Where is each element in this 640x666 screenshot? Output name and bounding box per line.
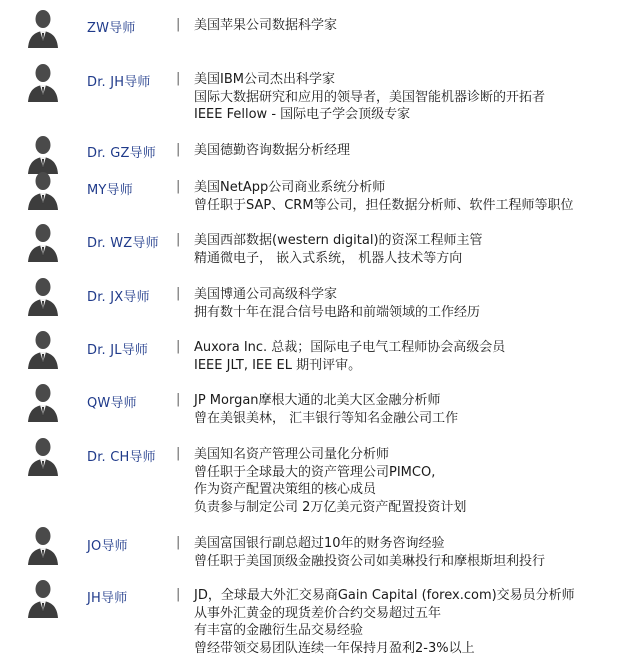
description-line: 作为资产配置决策组的核心成员 <box>194 482 377 497</box>
mentor-description <box>194 142 350 160</box>
person-avatar-icon <box>26 134 60 174</box>
mentor-description <box>194 587 575 657</box>
description-line: 曾在美银美林， 汇丰银行等知名金融公司工作 <box>194 410 459 426</box>
mentor-description <box>194 71 545 124</box>
separator: | <box>176 392 181 407</box>
description-line: 美国IBM公司杰出科学家 <box>194 72 335 87</box>
mentor-description <box>194 392 458 427</box>
description-line: 美国苹果公司数据科学家 <box>194 18 338 33</box>
mentor-name: Dr. GZ导师 <box>87 146 157 161</box>
mentor-description <box>194 286 480 321</box>
mentor-description <box>194 232 483 267</box>
description-line: 有丰富的金融衍生品交易经验 <box>194 623 364 638</box>
mentor-name: JH导师 <box>87 591 128 606</box>
separator: | <box>176 286 181 301</box>
mentor-description <box>194 535 545 570</box>
separator: | <box>176 587 181 602</box>
separator: | <box>176 142 181 157</box>
person-avatar-icon <box>26 8 60 48</box>
description-line: 美国知名资产管理公司量化分析师 <box>194 447 390 462</box>
description-line: 拥有数十年在混合信号电路和前端领域的工作经历 <box>194 304 481 320</box>
description-line: 美国富国银行副总超过10年的财务咨询经验 <box>194 536 445 551</box>
person-avatar-icon <box>26 525 60 565</box>
description-line: 从事外汇黄金的现货差价合约交易超过五年 <box>194 605 442 621</box>
description-line: 负责参与制定公司 2万亿美元资产配置投资计划 <box>194 499 467 515</box>
mentor-name: QW导师 <box>87 396 137 411</box>
mentor-description <box>194 17 337 35</box>
description-line: 曾任职于全球最大的资产管理公司PIMCO, <box>194 464 436 480</box>
mentor-name: Dr. JH导师 <box>87 75 151 90</box>
mentor-description <box>194 446 466 516</box>
mentor-name: Dr. JX导师 <box>87 290 150 305</box>
separator: | <box>176 17 181 32</box>
description-line: 精通微电子， 嵌入式系统， 机器人技术等方向 <box>194 250 463 266</box>
mentor-name: Dr. WZ导师 <box>87 236 159 251</box>
person-avatar-icon <box>26 62 60 102</box>
description-line: 美国德勤咨询数据分析经理 <box>194 143 351 158</box>
description-line: 国际大数据研究和应用的领导者，美国智能机器诊断的开拓者 <box>194 89 546 105</box>
person-avatar-icon <box>26 329 60 369</box>
mentor-name: ZW导师 <box>87 21 136 36</box>
description-line: IEEE JLT, IEE EL 期刊评审。 <box>194 357 362 373</box>
description-line: 美国NetApp公司商业系统分析师 <box>194 180 386 195</box>
description-line: JP Morgan摩根大通的北美大区金融分析师 <box>194 393 441 408</box>
mentor-description <box>194 179 574 214</box>
separator: | <box>176 446 181 461</box>
mentor-name: MY导师 <box>87 183 133 198</box>
description-line: 曾任职于美国顶级金融投资公司如美琳投行和摩根斯坦利投行 <box>194 553 546 569</box>
separator: | <box>176 179 181 194</box>
person-avatar-icon <box>26 578 60 618</box>
description-line: 美国博通公司高级科学家 <box>194 287 338 302</box>
person-avatar-icon <box>26 436 60 476</box>
description-line: 曾任职于SAP、CRM等公司，担任数据分析师、软件工程师等职位 <box>194 197 574 213</box>
description-line: JD，全球最大外汇交易商Gain Capital (forex.com)交易员分析师 <box>194 588 575 603</box>
separator: | <box>176 71 181 86</box>
mentor-name: Dr. JL导师 <box>87 343 149 358</box>
mentor-description <box>194 339 505 374</box>
mentor-name: JO导师 <box>87 539 128 554</box>
person-avatar-icon <box>26 382 60 422</box>
description-line: 美国西部数据(western digital)的资深工程师主管 <box>194 233 483 248</box>
separator: | <box>176 339 181 354</box>
separator: | <box>176 535 181 550</box>
description-line: 曾经带领交易团队连续一年保持月盈利2-3%以上 <box>194 640 475 656</box>
separator: | <box>176 232 181 247</box>
person-avatar-icon <box>26 170 60 210</box>
description-line: IEEE Fellow - 国际电子学会顶级专家 <box>194 107 411 122</box>
person-avatar-icon <box>26 222 60 262</box>
mentor-name: Dr. CH导师 <box>87 450 156 465</box>
description-line: Auxora Inc. 总裁；国际电子电气工程师协会高级会员 <box>194 340 506 355</box>
person-avatar-icon <box>26 276 60 316</box>
